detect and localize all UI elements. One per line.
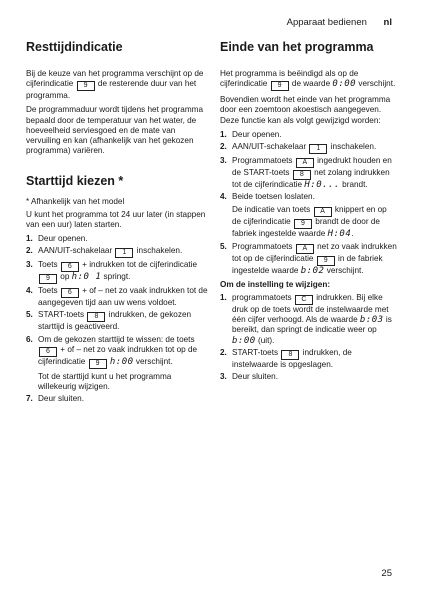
step-2: 2. AAN/UIT-schakelaar 1 inschakelen. [26, 246, 183, 257]
display-value-h01: h:0 1 [71, 272, 102, 283]
text: in de fabriek ingestelde waarde [232, 253, 383, 275]
key-1-symbol: 1 [309, 144, 327, 154]
key-a-symbol: A [314, 207, 332, 217]
text: brandt. [342, 180, 368, 190]
text: Deur sluiten. [232, 372, 278, 382]
text: Om de gekozen starttijd te wissen: de toets [38, 334, 195, 344]
text: START-toets [232, 347, 279, 357]
display-value-h0x: H:0... [304, 180, 340, 191]
step-6: 6. Om de gekozen starttijd te wissen: de toets 6 + of – net zo vaak indrukken tot op de cijferindicatie 9 h:00 verschijnt. Tot de starttijd kunt u het programma willekeurig wijzigen. [26, 335, 211, 393]
step-3: 3. Deur sluiten. [220, 372, 278, 382]
starttijd-steps [26, 234, 211, 404]
step-3: 3. Programmatoets A ingedrukt houden en de START-toets 8 net zolang indrukken tot de cijferindicatie H:0... brandt. [220, 156, 392, 191]
text: indrukken. Bij elke druk op de toets wordt de instelwaarde met één cijfer verhoogd. Als de waarde [232, 293, 389, 325]
text: ingedrukt houden en de START-toets [232, 156, 392, 178]
display-value-b00: b:00 [232, 335, 256, 346]
key-9-symbol: 9 [39, 274, 57, 284]
display-value-b03: b:03 [359, 315, 384, 326]
text: (uit). [257, 335, 275, 345]
key-6-symbol: 6 [39, 347, 57, 357]
key-8-symbol: 8 [281, 350, 299, 360]
heading-resttijdindicatie: Resttijdindicatie [26, 40, 123, 54]
paragraph-resttijd [26, 69, 211, 101]
text: inschakelen. [330, 142, 377, 152]
text: + of – net zo vaak indrukken tot op de cijferindicatie [38, 344, 198, 366]
step-6-note: Tot de starttijd kunt u het programma willekeurig wijzigen. [38, 371, 172, 392]
header-section-title: Apparaat bedienen [286, 17, 367, 28]
step-2: 2. AAN/UIT-schakelaar 1 inschakelen. [220, 142, 377, 153]
step-5: 5. Programmatoets A net zo vaak indrukken tot op de cijferindicatie 9 in de fabriek ingestelde waarde b:02 verschijnt. [220, 241, 397, 276]
text: brandt de door de fabriek ingestelde waarde [232, 217, 380, 239]
key-a-symbol: A [296, 158, 314, 168]
step-1: 1. Deur openen. [26, 234, 88, 244]
key-9-symbol: 9 [271, 81, 289, 91]
text: + indrukken tot de cijferindicatie [82, 260, 198, 270]
text: indrukken, de gekozen starttijd is geactiveerd. [38, 310, 192, 332]
display-value-h00: h:00 [109, 356, 134, 367]
text: Het programma is beëindigd als op de cijferindicatie [220, 69, 359, 89]
page-number: 25 [381, 568, 392, 579]
paragraph-programmaduur: De programmaduur wordt tijdens het programma bepaald door de temperatuur van het water, de hoeveelheid serviesgoed en de mate van vervuiling en kan (afhankelijk van het gekozen programma) variëren. [26, 105, 204, 156]
paragraph-starttijd-intro: U kunt het programma tot 24 uur later (in stappen van een uur) laten starten. [26, 209, 206, 229]
text: Deur sluiten. [38, 394, 84, 404]
step-4-detail: De indicatie van toets A knippert en op de cijferindicatie 9 brandt de door de fabriek ingestelde waarde H:04. [232, 205, 387, 240]
step-4: 4. Toets 6 + of – net zo vaak indrukken tot de aangegeven tijd aan uw wens voldoet. [26, 286, 208, 308]
heading-starttijd-kiezen: Starttijd kiezen * [26, 174, 124, 189]
model-note: * Afhankelijk van het model [26, 197, 125, 207]
key-6-symbol: 6 [61, 262, 79, 272]
display-value-end: 0:00 [332, 79, 357, 90]
paragraph-zoemtoon: Bovendien wordt het einde van het programma door een zoemtoon akoestisch aangegeven. Deze functie kan als volgt gewijzigd worden: [220, 95, 391, 125]
page-header [287, 17, 392, 28]
text: knippert en op de cijferindicatie [232, 205, 387, 227]
step-2: 2. START-toets 8 indrukken, de instelwaarde is opgeslagen. [220, 347, 352, 369]
step-1: 1. Deur openen. [220, 129, 282, 139]
text: Deur openen. [232, 129, 282, 139]
text: op [60, 272, 70, 282]
text: Programmatoets [232, 241, 293, 251]
text: START-toets [38, 310, 85, 320]
text: + of – net zo vaak indrukken tot de aangegeven tijd aan uw wens voldoet. [38, 286, 208, 308]
subheading-instelling-wijzigen: Om de instelling te wijzigen: [220, 279, 331, 289]
text: programmatoets [232, 293, 292, 303]
key-9-symbol: 9 [317, 256, 335, 266]
display-value-b02: b:02 [300, 265, 325, 276]
text: verschijnt. [326, 265, 364, 275]
key-9-symbol: 9 [294, 219, 312, 229]
key-9-symbol: 9 [89, 359, 107, 369]
text: indrukken, de instelwaarde is opgeslagen. [232, 347, 352, 369]
text: De indicatie van toets [232, 205, 311, 215]
text: Deur openen. [38, 234, 88, 244]
step-1: 1. programmatoets C indrukken. Bij elke druk op de toets wordt de instelwaarde met één cijfer verhoogd. Als de waarde b:03 is bereikt, dan springt de indicatie weer op b:00 (uit). [220, 293, 392, 346]
text: de resterende duur van het programma. [26, 79, 197, 101]
text: AAN/UIT-schakelaar [232, 142, 307, 152]
wijzigen-steps [220, 293, 398, 382]
text: net zolang indrukken tot de cijferindicatie [232, 168, 390, 190]
step-5: 5. START-toets 8 indrukken, de gekozen starttijd is geactiveerd. [26, 310, 192, 332]
paragraph-einde [220, 69, 398, 91]
right-column [220, 38, 398, 384]
key-a-symbol: A [296, 244, 314, 254]
heading-einde-programma: Einde van het programma [220, 40, 374, 54]
text: Bij de keuze van het programma verschijnt op de cijferindicatie [26, 69, 204, 89]
text: verschijnt. [358, 79, 396, 89]
text: is bereikt, dan springt de indicatie weer op [232, 315, 392, 335]
key-9-symbol: 9 [77, 81, 95, 91]
key-c-symbol: C [295, 295, 313, 305]
zoemtoon-steps [220, 130, 398, 276]
text: verschijnt. [135, 356, 173, 366]
key-6-symbol: 6 [61, 288, 79, 298]
text: AAN/UIT-schakelaar [38, 246, 113, 256]
header-language: nl [383, 17, 392, 28]
step-3: 3. Toets 6 + indrukken tot de cijferindicatie 9 op h:0 1 springt. [26, 260, 198, 283]
step-7: 7. Deur sluiten. [26, 394, 84, 404]
text: net zo vaak indrukken tot op de cijferindicatie [232, 241, 397, 263]
text: Toets [38, 286, 58, 296]
display-value-h04: H:04 [327, 229, 352, 240]
text: inschakelen. [136, 246, 183, 256]
text: springt. [103, 272, 131, 282]
text: de waarde [291, 79, 331, 89]
key-8-symbol: 8 [293, 170, 311, 180]
text: Beide toetsen loslaten. [232, 192, 315, 202]
step-4: 4. Beide toetsen loslaten. De indicatie van toets A knippert en op de cijferindicatie 9 brandt de door de fabriek ingestelde waarde H:04. [220, 192, 398, 239]
text: Toets [38, 260, 58, 270]
key-8-symbol: 8 [87, 312, 105, 322]
left-column [26, 38, 211, 406]
key-1-symbol: 1 [115, 248, 133, 258]
text: Programmatoets [232, 156, 293, 166]
